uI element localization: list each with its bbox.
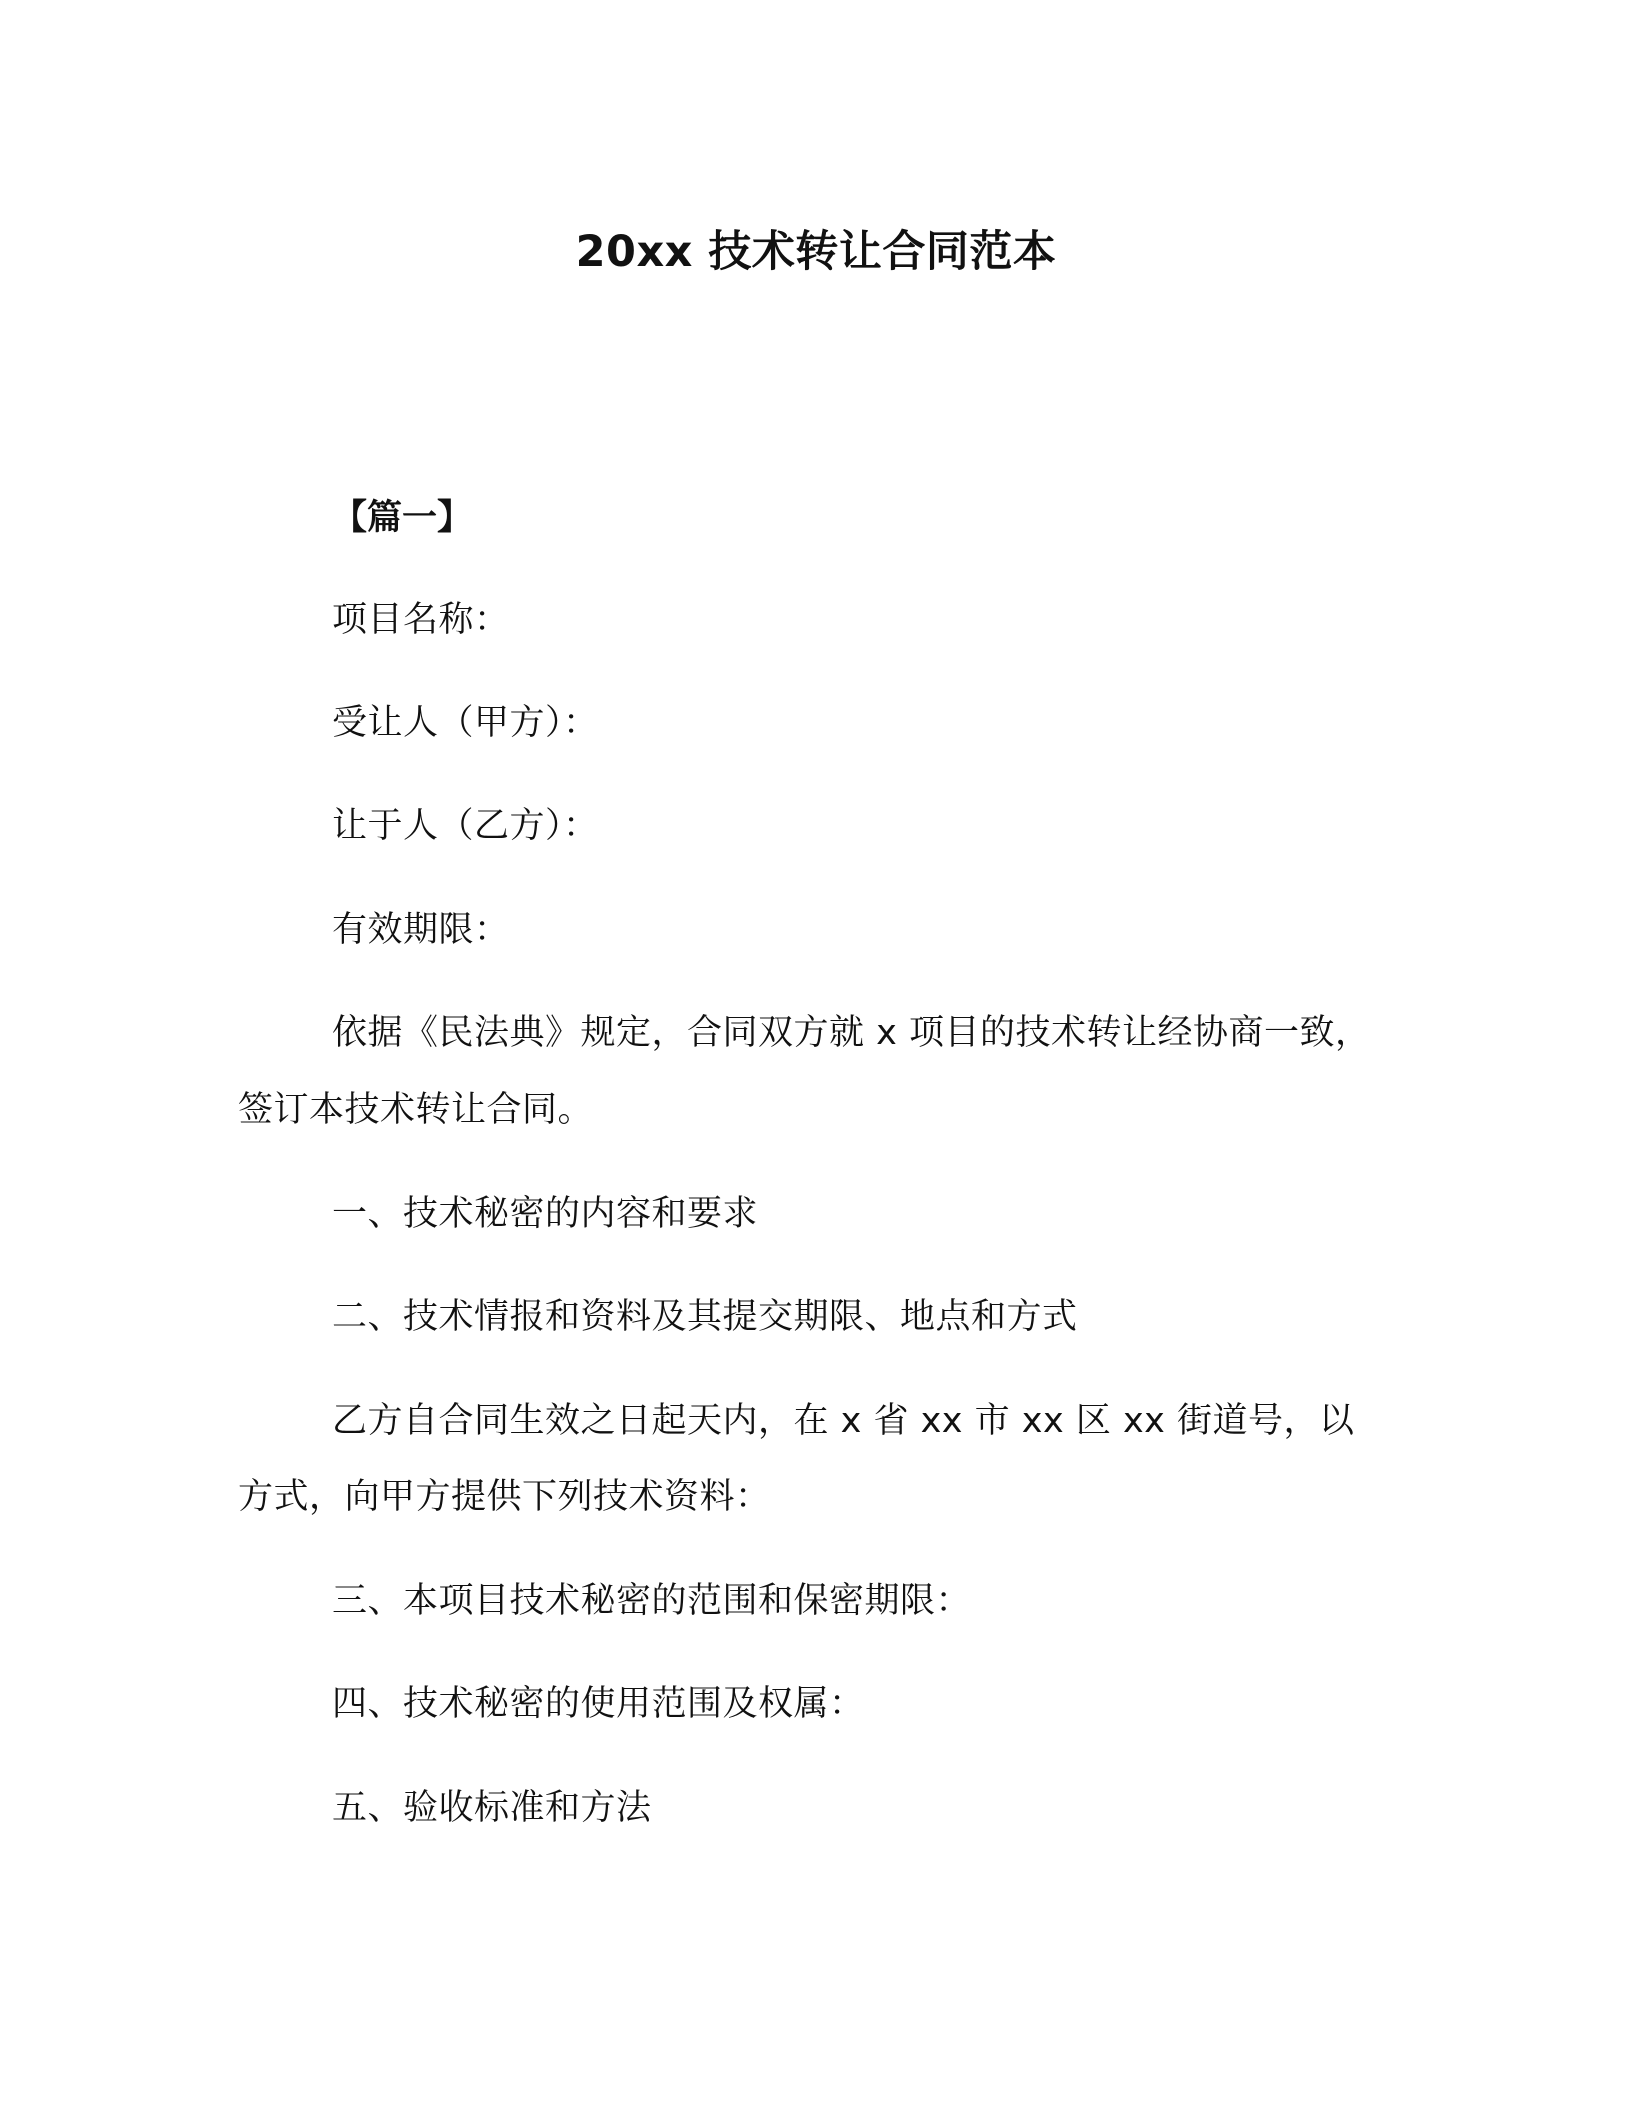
field-validity: 有效期限：	[332, 910, 510, 950]
clause-4-heading: 四、技术秘密的使用范围及权属：	[332, 1684, 865, 1724]
clause-2-heading: 二、技术情报和资料及其提交期限、地点和方式	[332, 1297, 1078, 1337]
intro-line-2: 签订本技术转让合同。	[238, 1090, 594, 1130]
clause-5-heading: 五、验收标准和方法	[332, 1788, 652, 1828]
clause-1-heading: 一、技术秘密的内容和要求	[332, 1194, 759, 1234]
clause-2-body-line-2: 方式，向甲方提供下列技术资料：	[238, 1477, 771, 1517]
field-party-b: 让于人（乙方）：	[332, 806, 599, 846]
field-party-a: 受让人（甲方）：	[332, 703, 599, 743]
section-tag: 【篇一】	[332, 498, 473, 538]
clause-3-heading: 三、本项目技术秘密的范围和保密期限：	[332, 1581, 972, 1621]
intro-line-1: 依据《民法典》规定，合同双方就 x 项目的技术转让经协商一致，	[332, 1013, 1371, 1053]
field-project-name: 项目名称：	[332, 600, 510, 640]
document-title: 20xx 技术转让合同范本	[575, 227, 1057, 277]
clause-2-body-line-1: 乙方自合同生效之日起天内，在 x 省 xx 市 xx 区 xx 街道号，以	[332, 1401, 1355, 1441]
